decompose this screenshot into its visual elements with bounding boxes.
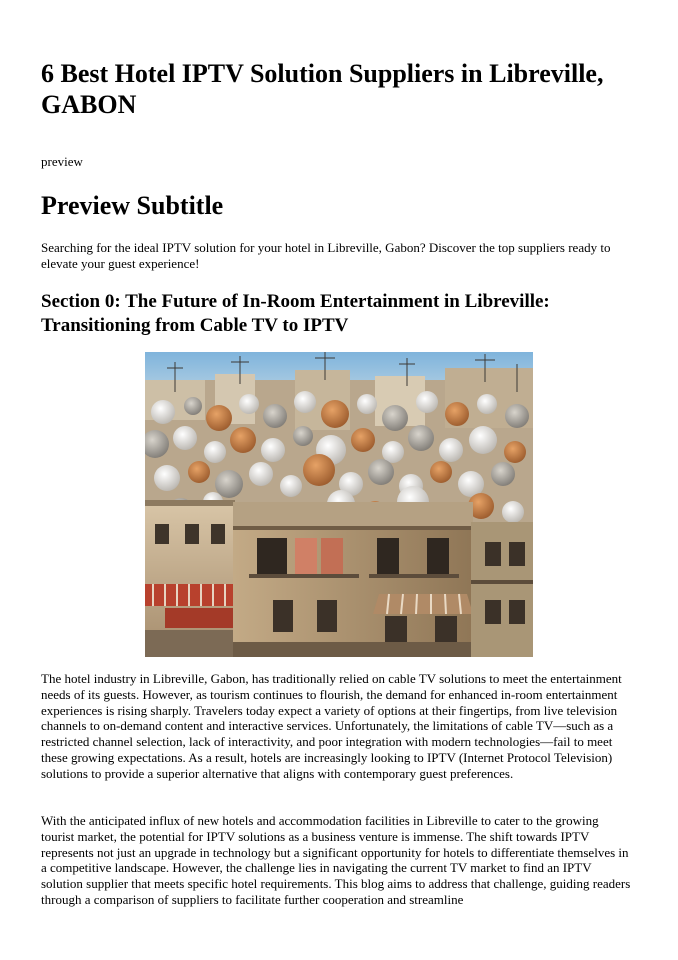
preview-subtitle: Preview Subtitle xyxy=(41,191,224,220)
intro-paragraph: Searching for the ideal IPTV solution for your hotel in Libreville, Gabon? Discover the top suppliers ready to elevate your guest experience! xyxy=(41,240,611,271)
body-paragraph: The hotel industry in Libreville, Gabon, has traditionally relied on cable TV solutions to meet the entertainment needs of its guests. However, as tourism continues to flourish, the demand for enhanced in-room entertainment experiences is rising sharply. Travelers today expect a variety of options at their fingertips, from live television channels to on-demand content and interactive services. Unfortunately, the limitations of cable TV—such as a restricted channel selection, lack of interactivity, and poor integration with modern technologies—fail to meet these growing expectations. As a result, hotels are increasingly looking to IPTV (Internet Protocol Television) solutions to provide a superior alternative that aligns with contemporary guest preferences. xyxy=(41,671,622,781)
preview-label: preview xyxy=(41,154,83,169)
rooftop-satellite-dishes-photo xyxy=(145,352,533,657)
page-title: 6 Best Hotel IPTV Solution Suppliers in Libreville, GABON xyxy=(41,59,604,119)
body-paragraph: With the anticipated influx of new hotels and accommodation facilities in Libreville to cater to the growing tourist market, the potential for IPTV solutions as a business venture is immense. The shift towards IPTV represents not just an upgrade in technology but a significant opportunity for hotels to differentiate themselves in a competitive landscape. However, the challenge lies in navigating the current TV market to find an IPTV solution supplier that meets specific hotel requirements. This blog aims to address that challenge, guiding readers through a comparison of suppliers to facilitate further cooperation and streamline xyxy=(41,813,631,907)
section-heading: Section 0: The Future of In-Room Entertainment in Libreville: Transitioning from Cable TV to IPTV xyxy=(41,291,550,336)
